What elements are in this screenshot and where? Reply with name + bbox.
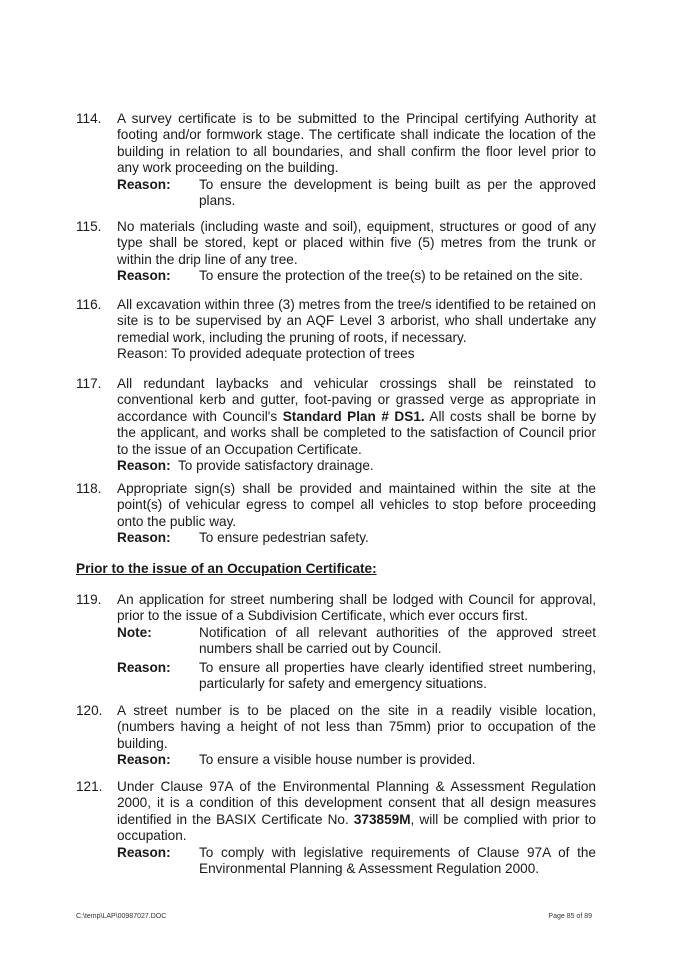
condition-text: A survey certificate is to be submitted to the Principal certifying Authority at footing and/or formwork stage. The certificate shall indicate the location of the building in relation to all boundaries, and shall confirm the floor level prior to any work proceeding on the building. <box>117 111 596 176</box>
condition-114 <box>76 111 596 209</box>
footer-page-number: Page 85 of 89 <box>548 913 592 920</box>
reason-row <box>117 845 596 878</box>
condition-number: 117. <box>76 376 102 391</box>
condition-text: Appropriate sign(s) shall be provided and maintained within the site at the point(s) of vehicular egress to compel all vehicles to stop before proceeding onto the public way. <box>117 481 596 529</box>
condition-116 <box>76 297 596 363</box>
reason-label: Reason: <box>117 458 171 474</box>
condition-text: An application for street numbering shall be lodged with Council for approval, prior to the issue of a Subdivision Certificate, which ever occurs first. <box>117 592 596 624</box>
footer-file-path: C:\temp\LAP\00987027.DOC <box>76 913 167 920</box>
condition-115 <box>76 219 596 285</box>
condition-number: 119. <box>76 592 102 607</box>
condition-text-part: Under Clause 97A of the Environmental Planning & Assessment Regulation 2000, it is a condition of this development consent that all design measures identified in the BASIX Certificate No. <box>117 779 596 827</box>
basix-certificate-number: 373859M <box>353 811 411 827</box>
note-label: Note: <box>117 624 152 640</box>
condition-number: 118. <box>76 481 102 496</box>
condition-118 <box>76 481 596 547</box>
reason-label: Reason: <box>117 530 171 546</box>
reason-label: Reason: <box>117 659 171 675</box>
condition-text <box>117 376 596 458</box>
condition-121 <box>76 779 596 877</box>
condition-119 <box>76 592 596 692</box>
reason-label: Reason: <box>117 268 171 284</box>
condition-text: No materials (including waste and soil), equipment, structures or good of any type shall be stored, kept or placed within five (5) metres from the trunk or within the drip line of any tree. <box>117 219 596 267</box>
reason-text: To ensure the protection of the tree(s) to be retained on the site. <box>199 268 583 284</box>
reason-row <box>117 752 596 768</box>
standard-plan-reference: Standard Plan # DS1. <box>282 408 425 424</box>
reason-label: Reason: <box>117 176 171 192</box>
condition-text: A street number is to be placed on the site in a readily visible location, (numbers having a height of not less than 75mm) prior to occupation of the building. <box>117 703 596 751</box>
condition-number: 116. <box>76 297 102 312</box>
reason-row <box>117 177 596 210</box>
condition-117 <box>76 376 596 474</box>
reason-text: To ensure the development is being built as per the approved plans. <box>199 176 596 209</box>
reason-label: Reason: <box>117 844 171 860</box>
reason-row <box>117 458 596 474</box>
reason-row <box>117 530 596 546</box>
condition-text: All excavation within three (3) metres from the tree/s identified to be retained on site is to be supervised by an AQF Level 3 arborist, who shall undertake any remedial work, including the pruning of roots, if necessary. <box>117 297 596 345</box>
reason-text: To ensure a visible house number is provided. <box>199 752 476 768</box>
condition-text <box>117 779 596 845</box>
reason-text: To ensure all properties have clearly identified street numbering, particularly for safety and emergency situations. <box>199 659 596 692</box>
reason-text: To ensure pedestrian safety. <box>199 530 369 546</box>
reason-row <box>117 268 596 284</box>
reason-text: To comply with legislative requirements of Clause 97A of the Environmental Planning & Assessment Regulation 2000. <box>199 844 596 877</box>
condition-number: 114. <box>76 111 102 126</box>
condition-number: 121. <box>76 779 103 794</box>
condition-text-part: , will be complied with prior to occupation. <box>117 811 596 844</box>
section-heading: Prior to the issue of an Occupation Certificate: <box>76 561 377 576</box>
note-row <box>117 625 596 658</box>
condition-text-part: All costs shall be borne by the applicant, and works shall be completed to the satisfaction of Council prior to the issue of an Occupation Certificate. <box>117 408 597 457</box>
note-text: Notification of all relevant authorities of the approved street numbers shall be carried out by Council. <box>199 624 596 657</box>
condition-text-part: All redundant laybacks and vehicular crossings shall be reinstated to conventional kerb and gutter, foot-paving or grassed verge as appropriate in accordance with Council's <box>117 376 596 424</box>
condition-number: 115. <box>76 219 102 234</box>
reason-row <box>117 660 596 693</box>
reason-label: Reason: <box>117 752 171 768</box>
reason-text: Reason: To provided adequate protection of trees <box>117 346 415 362</box>
reason-text: To provide satisfactory drainage. <box>177 458 374 474</box>
condition-number: 120. <box>76 703 103 718</box>
condition-120 <box>76 703 596 769</box>
